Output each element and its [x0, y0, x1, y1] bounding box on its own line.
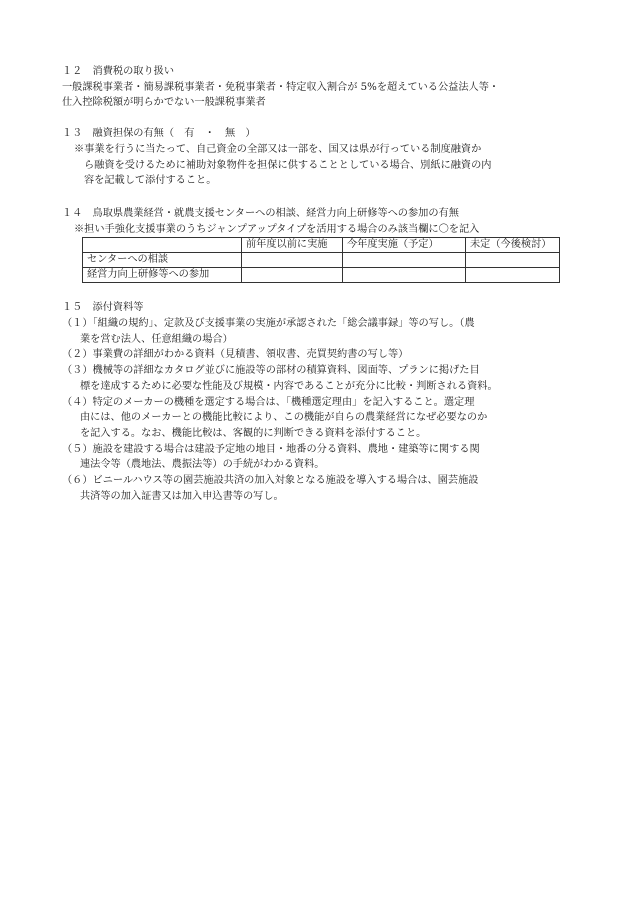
section-13-note-line-3: 容を記載して添付すること。 [84, 175, 217, 187]
attachment-item-5 [62, 442, 590, 473]
section-14-note: ※担い手強化支援事業のうちジャンプアップタイプを活用する場合のみ該当欄に〇を記入 [74, 223, 480, 235]
table-row-label: センターへの相談 [83, 253, 242, 268]
table-cell[interactable] [343, 268, 466, 283]
item-1-line-1: （１）「組織の規約」、定款及び支援事業の実施が承認された「総会議事録」等の写し。（農 [62, 318, 475, 330]
spacer [62, 189, 590, 206]
item-4-line-3: を記入する。なお、機能比較は、客観的に判断できる資料を添付すること。 [80, 427, 427, 439]
item-5-line-1: （５）施設を建設する場合は建設予定地の地目・地番の分る資料、農地・建築等に関する関 [62, 443, 480, 455]
table-header-cell: 今年度実施（予定） [343, 238, 466, 253]
table-cell[interactable] [242, 253, 343, 268]
section-13-note [62, 142, 590, 189]
table-header-cell [83, 238, 242, 253]
section-14-title: １４ 鳥取県農業経営・就農支援センターへの相談、経営力向上研修等への参加の有無 [62, 207, 459, 219]
table-row [83, 268, 560, 283]
attachment-item-6 [62, 473, 590, 504]
item-6-line-1: （６）ビニールハウス等の園芸施設共済の加入対象となる施設を導入する場合は、園芸施設 [62, 475, 479, 487]
section-12-text-line-2: 仕入控除税額が明らかでない一般課税事業者 [62, 97, 266, 109]
attachment-item-3 [62, 363, 590, 394]
item-6-line-2: 共済等の加入証書又は加入申込書等の写し。 [80, 490, 284, 502]
attachment-item-4 [62, 395, 590, 442]
item-3-line-2: 標を達成するために必要な性能及び規模・内容であることが充分に比較・判断される資料。 [80, 380, 498, 392]
support-status-table [82, 237, 560, 283]
attachment-item-1 [62, 316, 590, 347]
table-row [83, 253, 560, 268]
section-15 [62, 300, 590, 504]
item-4-line-1: （４）特定のメーカーの機種を選定する場合は、「機種選定理由」を記入すること。選定理 [62, 396, 475, 408]
attachment-item-2 [62, 347, 590, 363]
table-cell[interactable] [343, 253, 466, 268]
item-1-line-2: 業を営む法人、任意組織の場合） [80, 333, 233, 345]
section-13-note-line-1: ※事業を行うに当たって、自己資金の全部又は一部を、国又は県が行っている制度融資か [74, 143, 482, 155]
section-12 [62, 64, 590, 111]
item-3-line-1: （３）機械等の詳細なカタログ並びに施設等の部材の積算資料、図面等、プランに掲げた目 [62, 365, 480, 377]
item-5-line-2: 連法令等（農地法、農振法等）の手続がわかる資料。 [80, 459, 325, 471]
table-cell[interactable] [242, 268, 343, 283]
table-header-row [83, 238, 560, 253]
table-cell[interactable] [466, 268, 560, 283]
section-12-title: １２ 消費税の取り扱い [62, 66, 175, 77]
table-header-cell: 未定（今後検討） [466, 238, 560, 253]
section-13-note-line-2: ら融資を受けるために補助対象物件を担保に供することとしている場合、別紙に融資の内 [84, 159, 492, 171]
item-2-line-1: （２）事業費の詳細がわかる資料（見積書、領収書、売買契約書の写し等） [62, 349, 409, 361]
section-15-title: １５ 添付資料等 [62, 302, 144, 314]
section-12-text-line-1: 一般課税事業者・簡易課税事業者・免税事業者・特定収入割合が 5%を超えている公益法人等・ [62, 81, 500, 93]
item-4-line-2: 由には、他のメーカーとの機能比較により、この機能が自らの農業経営になぜ必要なのか [80, 412, 488, 424]
section-13-title: １３ 融資担保の有無（ 有 ・ 無 ） [62, 128, 256, 140]
section-13 [62, 126, 590, 189]
table-row-label: 経営力向上研修等への参加 [83, 268, 242, 283]
table-header-cell: 前年度以前に実施 [242, 238, 343, 253]
spacer [62, 283, 590, 300]
section-14 [62, 206, 590, 283]
table-cell[interactable] [466, 253, 560, 268]
spacer [62, 111, 590, 126]
